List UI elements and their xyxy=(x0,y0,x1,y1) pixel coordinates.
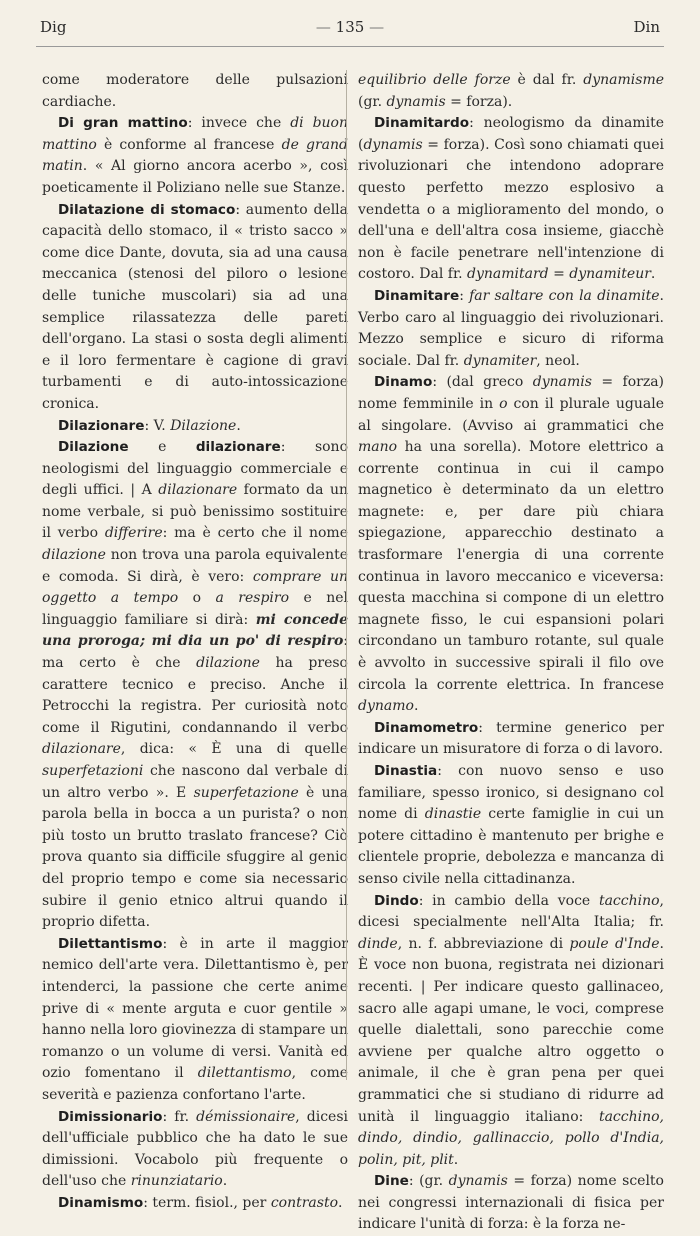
entry-text: = forza) nome femminile in xyxy=(358,374,664,412)
dictionary-entry xyxy=(358,372,664,718)
entry-text: = forza). Così sono chiamati quei rivoluzionari che intendono adoprare questo perfetto mezzo esplosivo a vendetta o a miglioramento del mondo, o dell'una e dell'altra cosa insieme, giacchè non è facile penetrare nell'intenzione di costoro. Dal fr. xyxy=(358,136,664,283)
page-header xyxy=(36,18,664,42)
italic-text: contrasto xyxy=(270,1194,339,1211)
entry-headword: Dilatazione di stomaco xyxy=(58,201,236,218)
entry-headword: Dilazionare xyxy=(58,417,145,434)
entry-text: . xyxy=(222,1173,228,1190)
entry-text: : fr. xyxy=(162,1108,197,1125)
entry-text: è conforme al francese xyxy=(96,136,282,153)
two-column-body xyxy=(32,70,678,1233)
entry-headword: Dindo xyxy=(374,892,419,909)
entry-headword: Dimissionario xyxy=(58,1108,163,1125)
italic-text: de grand matin xyxy=(42,136,348,175)
italic-text: a respiro xyxy=(215,590,290,607)
entry-text: , dicesi dell'ufficiale pubblico che ha dato le sue dimissioni. Vocabolo più frequente o dell'uso che xyxy=(42,1108,348,1190)
entry-text: come moderatore delle pulsazioni cardiache. xyxy=(42,72,348,110)
running-head-left: Dig xyxy=(40,18,67,36)
italic-text: mano xyxy=(358,439,398,456)
entry-text: . xyxy=(453,1151,459,1168)
italic-text: dynamiter xyxy=(463,352,537,369)
italic-text: rinunziatario xyxy=(130,1173,223,1190)
entry-text: , n. f. abbreviazione di xyxy=(397,935,570,952)
italic-text: dynamis xyxy=(386,93,446,110)
entry-text: formato da un nome verbale, si può benissimo sostituire il verbo xyxy=(42,482,348,542)
page-number: — 135 — xyxy=(315,18,385,36)
entry-text: ha una sorella). Motore elettrico a corrente continua in cui il campo magnetico è determinato da un elettro magnete: e, per dare più chiara spiegazione, apparecchio destinato a trasformare l'energia di una corrente continua in lavoro meccanico e viceversa: questa macchina si compone di un elettro magnete fisso, le cui espansioni polari circondano un tamburo rotante, sul quale è avvolto in successive spirali il filo ove circola la corrente elettrica. In francese xyxy=(358,439,664,693)
entry-text: : ma certo è che xyxy=(42,633,348,672)
italic-text: démissionaire xyxy=(196,1108,296,1125)
entry-text: e xyxy=(128,439,196,456)
entry-text: : (gr. xyxy=(408,1173,449,1190)
italic-text: dynamis xyxy=(532,374,592,391)
italic-text: dynamitard xyxy=(467,266,549,283)
column-divider xyxy=(346,70,347,1080)
entry-text: certe famiglie in cui un potere cittadino è mantenuto per brighe e clientele proprie, debolezza e mancanza di senso civile nella cittadinanza. xyxy=(358,806,664,887)
entry-text: è una parola bella in bocca a un purista? o non più tosto un brutto traslato francese? Ciò prova quanto sia difficile sfuggire al genio del proprio tempo e come sia necessario subire il genio etnico altrui quando il proprio difetta. xyxy=(42,784,348,931)
dictionary-entry xyxy=(358,891,664,1172)
entry-text: (gr. xyxy=(358,93,387,110)
entry-text: : V. xyxy=(144,417,171,434)
entry-text: , dicesi specialmente nell'Alta Italia; fr. xyxy=(358,892,664,931)
entry-text: . Verbo caro al linguaggio dei rivoluzionari. Mezzo semplice e sicuro di riforma sociale. Dal fr. xyxy=(358,287,664,369)
entry-text: e nel linguaggio familiare si dirà: xyxy=(42,590,348,628)
dictionary-entry xyxy=(358,761,664,891)
dictionary-entry xyxy=(42,437,348,934)
italic-text: tacchino, dindo, dindio, gallinaccio, pollo d'India, polin, pit, plit xyxy=(358,1108,664,1168)
entry-text: o xyxy=(178,590,216,607)
italic-text: tacchino xyxy=(598,892,660,909)
entry-text: = xyxy=(548,266,570,283)
italic-text: mi concede una proroga; mi dia un po' di respiro xyxy=(42,611,348,650)
dictionary-entry xyxy=(42,416,348,438)
italic-text: dinastie xyxy=(424,806,482,823)
entry-text: : xyxy=(459,287,470,304)
italic-text: dynamis xyxy=(363,136,423,153)
entry-text: . « Al giorno ancora acerbo », così poeticamente il Poliziano nelle sue Stanze. xyxy=(42,158,348,196)
entry-text: con il plurale uguale al singolare. (Avviso ai grammatici che xyxy=(358,395,664,434)
italic-text: dinde xyxy=(358,935,398,952)
entry-headword: Dinamitardo xyxy=(374,115,470,132)
dictionary-entry xyxy=(358,286,664,372)
italic-text: equilibrio delle forze xyxy=(358,72,511,88)
dictionary-entry xyxy=(358,113,664,286)
entry-text: . xyxy=(338,1194,343,1211)
italic-text: differire xyxy=(104,525,163,542)
italic-text: comprare un oggetto a tempo xyxy=(42,568,348,607)
entry-text: non trova una parola equivalente e comoda. Si dirà, è vero: xyxy=(42,547,348,585)
entry-headword: Dinamometro xyxy=(374,719,479,736)
italic-text: dilazionare xyxy=(42,741,121,758)
italic-text: dynamis xyxy=(448,1173,508,1190)
entry-text: . xyxy=(236,417,241,434)
header-rule xyxy=(36,46,664,47)
dictionary-entry xyxy=(42,934,348,1107)
italic-text: dilazione xyxy=(196,655,260,672)
entry-text: : term. fisiol., per xyxy=(143,1194,271,1211)
entry-continuation xyxy=(42,70,348,113)
entry-text: . È voce non buona, registrata nei dizionari recenti. | Per indicare questo gallinaceo, sacro alle agapi umane, le voci, comprese quelle dialettali, sono parecchie come avviene per qualche altro oggetto o animale, il che è gran pena per quei grammatici che si studiano di ridurre ad unità il linguaggio italiano: xyxy=(358,935,664,1125)
entry-text: che nascono dal verbale di un altro verbo ». E xyxy=(42,763,348,801)
entry-headword: Dinamo xyxy=(374,374,433,391)
entry-headword: Dine xyxy=(374,1173,409,1190)
dictionary-entry xyxy=(42,1107,348,1193)
entry-text: : in cambio della voce xyxy=(418,892,599,909)
entry-headword: Dinamitare xyxy=(374,287,460,304)
entry-text: , neol. xyxy=(536,352,580,369)
italic-text: superfetazione xyxy=(193,784,299,801)
entry-text: , come severità e pazienza confortano l'arte. xyxy=(42,1065,348,1103)
dictionary-entry xyxy=(358,1171,664,1236)
entry-headword: Di gran mattino xyxy=(58,115,188,132)
entry-text: : ma è certo che il nome xyxy=(162,525,348,542)
entry-text: : neologismo da dinamite ( xyxy=(358,115,664,153)
italic-text: dilazionare xyxy=(158,482,238,499)
italic-text: poule d'Inde xyxy=(569,935,660,952)
entry-headword: Dinastia xyxy=(374,763,438,779)
italic-text: Dilazione xyxy=(170,417,237,434)
entry-text: : invece che xyxy=(187,115,291,132)
entry-text: : aumento della capacità dello stomaco, il « tristo sacco » come dice Dante, dovuta, sia ad una causa meccanica (stenosi del piloro o lesione delle tuniche muscolari) sia ad una semplice rilassatezza delle pareti dell'organo. La stasi o sosta degli alimenti e il loro fermentare è cagione di gravi turbamenti e di auto-intossicazione cronica. xyxy=(42,201,348,412)
page-number-text: 135 xyxy=(335,18,365,36)
right-column xyxy=(358,70,664,1236)
running-head-right: Din xyxy=(633,18,660,36)
left-column xyxy=(42,70,348,1214)
dictionary-entry xyxy=(358,718,664,761)
entry-text: : è in arte il maggior nemico dell'arte vera. Dilettantismo è, per intenderci, la passione che certe anime prive di « mente arguta e cuor gentile » hanno nella loro giovinezza di stampare un romanzo o un volume di versi. Vanità ed ozio fomentano il xyxy=(42,935,349,1082)
italic-text: far saltare con la dinamite xyxy=(469,287,660,304)
entry-headword: Dilazione xyxy=(58,439,129,456)
dictionary-entry xyxy=(42,1193,348,1215)
entry-text: . xyxy=(650,266,656,283)
entry-text: : sono neologismi del linguaggio commerciale e degli uffici. | A xyxy=(42,439,348,499)
entry-headword: dilazionare xyxy=(195,439,281,456)
dictionary-entry xyxy=(42,113,348,199)
italic-text: di buon mattino xyxy=(42,115,348,153)
italic-text: o xyxy=(499,395,508,412)
italic-text: dynamiteur xyxy=(569,266,651,283)
italic-text: dynamisme xyxy=(583,72,664,88)
italic-text: superfetazioni xyxy=(42,763,144,779)
entry-text: ha preso carattere tecnico e preciso. Anche il Petrocchi la registra. Per curiosità noto come il Rigutini, condannando il verbo xyxy=(42,655,348,736)
italic-text: dilazione xyxy=(42,547,106,564)
entry-text: , dica: « È una di quelle xyxy=(120,741,348,758)
dictionary-entry xyxy=(42,200,348,416)
entry-headword: Dinamismo xyxy=(58,1194,144,1211)
entry-text: : (dal greco xyxy=(432,374,533,391)
entry-text: = forza). xyxy=(445,93,513,110)
entry-text: : con nuovo senso e uso familiare, spesso ironico, si designano col nome di xyxy=(358,763,664,823)
italic-text: dilettantismo xyxy=(197,1065,292,1082)
entry-continuation xyxy=(358,70,664,113)
entry-headword: Dilettantismo xyxy=(58,935,163,952)
entry-text: . xyxy=(413,698,419,715)
italic-text: dynamo xyxy=(358,698,414,715)
entry-text: è dal fr. xyxy=(510,72,584,88)
entry-text: : termine generico per indicare un misuratore di forza o di lavoro. xyxy=(358,719,664,758)
entry-text: = forza) nome scelto nei congressi internazionali di fisica per indicare l'unità di forza: è la forza ne- xyxy=(358,1173,664,1233)
